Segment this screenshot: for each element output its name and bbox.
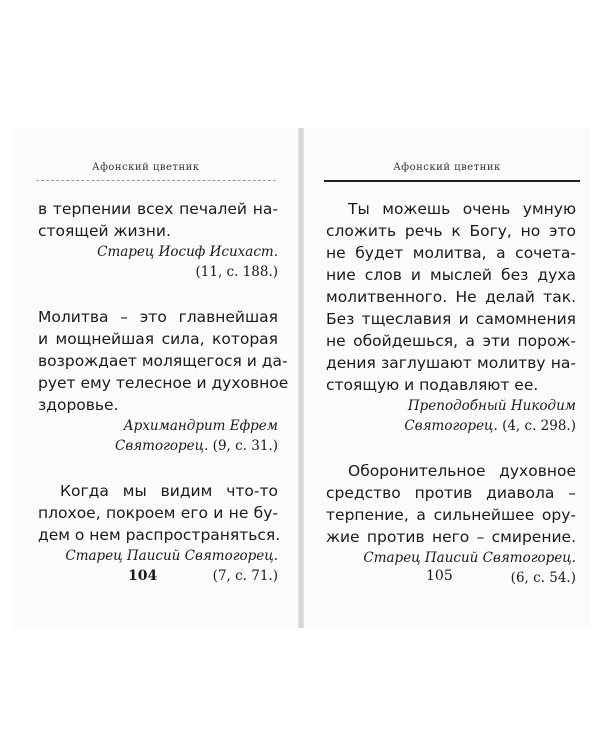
text-line: терпение, а сильнейшее ору- [326, 506, 576, 524]
text-line: средство против диавола – [326, 484, 576, 502]
text-line: стоящую и подавляют ее. [326, 376, 539, 394]
right-page [304, 128, 590, 628]
text-line: стоящей жизни. [38, 222, 171, 240]
quote-author: Старец Паисий Святогорец. [65, 548, 278, 564]
quote-attribution [38, 416, 278, 436]
text-line: не обойдешься, а эти порож- [326, 332, 576, 350]
page-text [326, 198, 576, 588]
text-line: дения заглушают молитву на- [326, 354, 576, 372]
quote-author-line2: Святогорец. [404, 418, 498, 434]
quote-author-line2: Святогорец. [115, 438, 209, 454]
running-head: Афонский цветник [92, 162, 200, 173]
text-line: Ты можешь очень умную [348, 200, 576, 218]
text-line: дем о нем распространяться. [38, 526, 281, 544]
text-line: Без тщеславия и самомнения [326, 310, 576, 328]
text-line: Молитва – это главнейшая [38, 308, 278, 326]
text-line: ние слов и мыслей без духа [326, 266, 576, 284]
quote-attribution [38, 436, 278, 456]
quote-reference: (9, с. 31.) [212, 438, 278, 454]
page-number: 105 [426, 568, 453, 584]
text-line: не будет молитва, а сочета- [326, 244, 576, 262]
page-number: 104 [128, 568, 158, 584]
quote-author: Старец Паисий Святогорец. [363, 550, 576, 566]
quote-reference: (7, с. 71.) [212, 568, 278, 584]
quote-reference: (11, с. 188.) [195, 264, 278, 280]
quote-attribution [38, 242, 278, 262]
text-line: Когда мы видим что-то [60, 482, 278, 500]
quote-attribution [326, 396, 576, 416]
header-rule [324, 180, 580, 182]
text-line: и мощнейшая сила, которая [38, 330, 278, 348]
text-line: жие против него – смирение. [326, 528, 576, 546]
quote-attribution [326, 416, 576, 436]
paragraph-gap [38, 456, 278, 480]
text-line: сложить речь к Богу, но это [326, 222, 576, 240]
header-rule [36, 180, 276, 181]
text-line: в терпении всех печалей на- [38, 200, 278, 218]
text-line: Оборонительное духовное [348, 462, 576, 480]
quote-author: Архимандрит Ефрем [123, 418, 278, 434]
page-text [38, 198, 289, 586]
paragraph-gap [326, 436, 576, 460]
text-line: молитвенного. Не делай так. [326, 288, 576, 306]
quote-author: Старец Иосиф Исихаст. [97, 244, 278, 260]
quote-attribution [326, 548, 576, 568]
text-line: рует ему телесное и духовное [38, 374, 289, 392]
paragraph-gap [38, 282, 278, 306]
text-line: плохое, покроем его и не бу- [38, 504, 278, 522]
quote-reference: (6, с. 54.) [510, 570, 576, 586]
quote-attribution [38, 546, 278, 566]
quote-reference: (4, с. 298.) [502, 418, 576, 434]
open-book-spread [12, 128, 590, 628]
left-page [12, 128, 298, 628]
text-line: здоровье. [38, 396, 119, 414]
quote-author: Преподобный Никодим [407, 398, 576, 414]
running-head: Афонский цветник [393, 162, 501, 173]
text-line: возрождает молящегося и да- [38, 352, 288, 370]
